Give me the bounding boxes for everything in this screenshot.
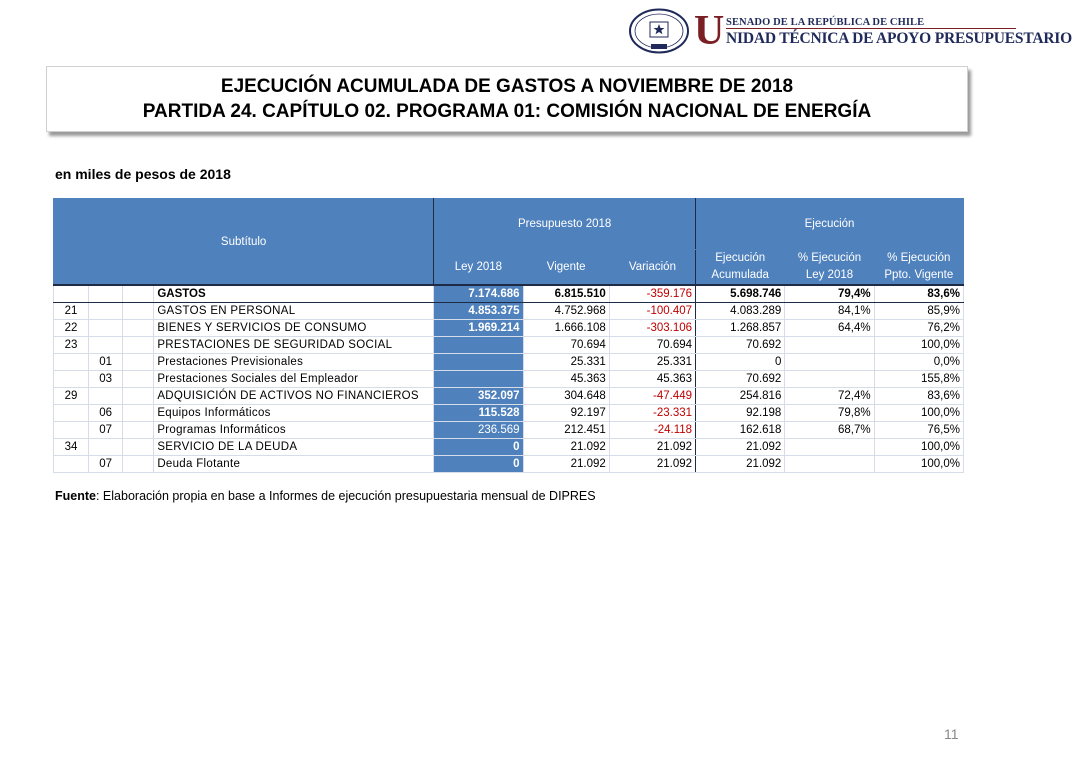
table-row [54,337,964,354]
cell-asig [123,405,154,422]
cell-ley: 4.853.375 [434,303,523,320]
page-subtitle: PARTIDA 24. CAPÍTULO 02. PROGRAMA 01: COMISIÓN NACIONAL DE ENERGÍA [142,101,872,122]
logo-initial: U [694,8,725,54]
cell-vigente: 45.363 [523,371,609,388]
senate-logo [628,8,1072,56]
cell-item: 01 [89,354,123,371]
page-number: 11 [944,726,959,742]
table-row [54,456,964,473]
table-row [54,354,964,371]
cell-variacion: 25.331 [609,354,695,371]
cell-subtitulo [54,405,89,422]
cell-vigente: 92.197 [523,405,609,422]
cell-item: 06 [89,405,123,422]
cell-variacion: -23.331 [609,405,695,422]
cell-pct-ley: 72,4% [785,388,874,405]
cell-pct-ley [785,456,874,473]
cell-variacion: 70.694 [609,337,695,354]
cell-item: 07 [89,456,123,473]
cell-subtitulo: 21 [54,303,89,320]
cell-subtitulo: 23 [54,337,89,354]
table-row [54,388,964,405]
cell-variacion: 45.363 [609,371,695,388]
cell-desc: Programas Informáticos [154,422,434,439]
cell-subtitulo: 29 [54,388,89,405]
cell-variacion: -47.449 [609,388,695,405]
cell-pct-ley [785,371,874,388]
cell-ejec: 70.692 [696,337,785,354]
logo-unidad-text: NIDAD TÉCNICA DE APOYO PRESUPUESTARIO [726,30,1072,47]
cell-ley [434,337,523,354]
cell-asig [123,354,154,371]
header-subtitulo: Subtítulo [54,199,434,286]
cell-item [89,337,123,354]
source-label: Fuente [55,489,96,503]
header-vigente: Vigente [523,250,609,286]
cell-asig [123,303,154,320]
cell-ejec: 5.698.746 [696,285,785,303]
cell-asig [123,285,154,303]
table-row [54,439,964,456]
source-note [55,489,596,503]
cell-ley: 1.969.214 [434,320,523,337]
cell-pct-ley [785,439,874,456]
cell-desc: PRESTACIONES DE SEGURIDAD SOCIAL [154,337,434,354]
cell-ley: 7.174.686 [434,285,523,303]
cell-variacion: -359.176 [609,285,695,303]
cell-asig [123,337,154,354]
cell-pct-vig: 100,0% [874,337,963,354]
cell-desc: Deuda Flotante [154,456,434,473]
cell-asig [123,371,154,388]
cell-pct-vig: 76,2% [874,320,963,337]
cell-asig [123,320,154,337]
cell-desc: BIENES Y SERVICIOS DE CONSUMO [154,320,434,337]
table-row [54,303,964,320]
units-label: en miles de pesos de 2018 [55,166,231,182]
cell-pct-ley: 68,7% [785,422,874,439]
cell-asig [123,388,154,405]
cell-vigente: 4.752.968 [523,303,609,320]
cell-desc: SERVICIO DE LA DEUDA [154,439,434,456]
logo-divider [726,28,1016,29]
cell-vigente: 304.648 [523,388,609,405]
table-row [54,371,964,388]
cell-pct-vig: 85,9% [874,303,963,320]
table-row [54,405,964,422]
header-ejecucion: Ejecución [696,199,964,250]
cell-pct-ley: 79,4% [785,285,874,303]
cell-pct-vig: 83,6% [874,285,963,303]
header-variacion: Variación [609,250,695,286]
cell-subtitulo [54,456,89,473]
cell-pct-vig: 83,6% [874,388,963,405]
cell-pct-vig: 0,0% [874,354,963,371]
cell-vigente: 70.694 [523,337,609,354]
cell-ejec: 162.618 [696,422,785,439]
cell-ejec: 70.692 [696,371,785,388]
cell-item [89,285,123,303]
cell-item [89,303,123,320]
cell-desc: GASTOS EN PERSONAL [154,303,434,320]
cell-vigente: 1.666.108 [523,320,609,337]
table-row [54,422,964,439]
cell-desc: Prestaciones Previsionales [154,354,434,371]
cell-subtitulo [54,285,89,303]
header-ejec-acumulada: Ejecución Acumulada [696,250,785,286]
cell-variacion: -303.106 [609,320,695,337]
cell-pct-vig: 155,8% [874,371,963,388]
cell-ley: 0 [434,439,523,456]
cell-subtitulo: 22 [54,320,89,337]
cell-item [89,388,123,405]
cell-item [89,439,123,456]
logo-senado-text: SENADO DE LA REPÚBLICA DE CHILE [726,17,925,28]
cell-ejec: 1.268.857 [696,320,785,337]
cell-desc: GASTOS [154,285,434,303]
cell-asig [123,422,154,439]
cell-variacion: 21.092 [609,439,695,456]
cell-ejec: 4.083.289 [696,303,785,320]
cell-pct-ley [785,354,874,371]
cell-vigente: 212.451 [523,422,609,439]
source-text: : Elaboración propia en base a Informes de ejecución presupuestaria mensual de DIPRES [95,489,596,503]
page-title: EJECUCIÓN ACUMULADA DE GASTOS A NOVIEMBRE DE 2018 [220,76,794,97]
cell-desc: Prestaciones Sociales del Empleador [154,371,434,388]
cell-pct-vig: 76,5% [874,422,963,439]
cell-ejec: 92.198 [696,405,785,422]
cell-ley [434,371,523,388]
cell-vigente: 25.331 [523,354,609,371]
cell-ejec: 21.092 [696,439,785,456]
cell-ley: 115.528 [434,405,523,422]
cell-pct-vig: 100,0% [874,439,963,456]
cell-item: 07 [89,422,123,439]
cell-ley: 352.097 [434,388,523,405]
cell-ley [434,354,523,371]
header-presupuesto: Presupuesto 2018 [434,199,696,250]
budget-table [53,198,964,473]
cell-variacion: 21.092 [609,456,695,473]
cell-ejec: 0 [696,354,785,371]
header-pct-ley: % Ejecución Ley 2018 [785,250,874,286]
cell-subtitulo [54,371,89,388]
cell-item: 03 [89,371,123,388]
cell-variacion: -24.118 [609,422,695,439]
cell-ejec: 254.816 [696,388,785,405]
cell-subtitulo [54,354,89,371]
cell-subtitulo [54,422,89,439]
header-ley: Ley 2018 [434,250,523,286]
cell-ley: 0 [434,456,523,473]
table-row [54,285,964,303]
cell-variacion: -100.407 [609,303,695,320]
cell-ejec: 21.092 [696,456,785,473]
cell-vigente: 21.092 [523,439,609,456]
cell-asig [123,456,154,473]
cell-desc: Equipos Informáticos [154,405,434,422]
title-box [46,66,968,132]
cell-vigente: 21.092 [523,456,609,473]
cell-pct-ley: 84,1% [785,303,874,320]
senate-seal-icon [628,8,690,54]
table-row [54,320,964,337]
cell-pct-ley: 64,4% [785,320,874,337]
cell-item [89,320,123,337]
cell-pct-ley [785,337,874,354]
cell-pct-ley: 79,8% [785,405,874,422]
cell-pct-vig: 100,0% [874,405,963,422]
cell-pct-vig: 100,0% [874,456,963,473]
cell-subtitulo: 34 [54,439,89,456]
cell-desc: ADQUISICIÓN DE ACTIVOS NO FINANCIEROS [154,388,434,405]
cell-vigente: 6.815.510 [523,285,609,303]
cell-ley: 236.569 [434,422,523,439]
header-pct-vigente: % Ejecución Ppto. Vigente [874,250,963,286]
cell-asig [123,439,154,456]
